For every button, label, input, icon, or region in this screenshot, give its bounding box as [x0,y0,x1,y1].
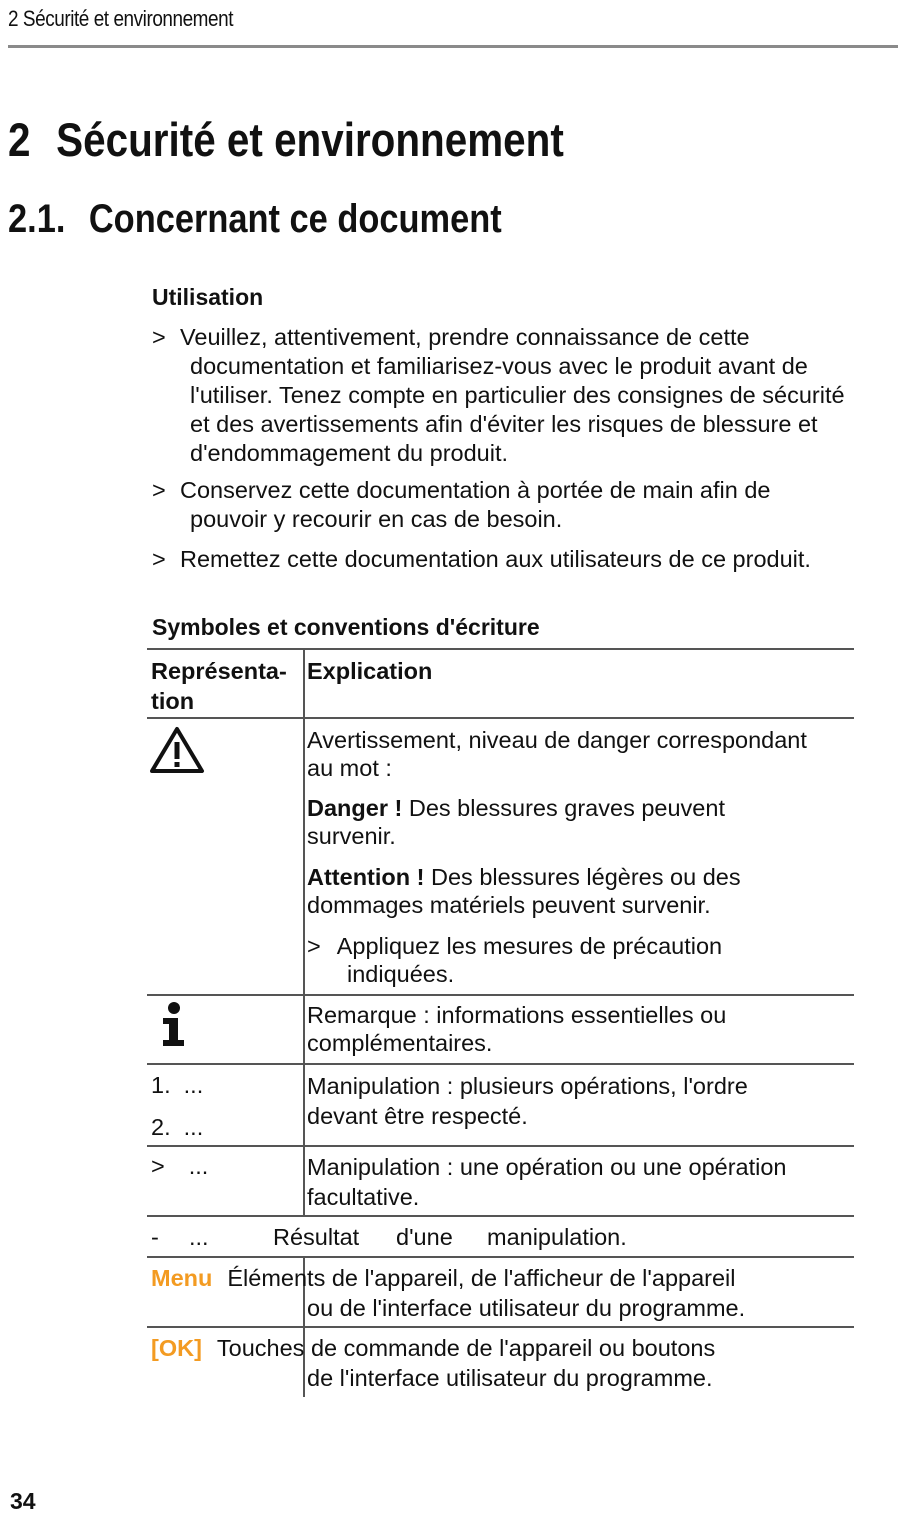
list-item [152,545,898,574]
running-header: 2 Sécurité et environnement [8,6,234,31]
dots: ... [189,1224,209,1250]
header-line: tion [151,688,195,714]
chapter-heading [8,112,564,167]
attention-label: Attention ! [307,864,425,890]
info-icon [158,1001,190,1047]
ok-label: [OK] [151,1335,202,1361]
table-row-divider [147,1145,854,1147]
text-line: indiquées. [347,961,455,987]
warning-triangle-icon [149,725,205,775]
bullet-line: d'endommagement du produit. [190,440,509,466]
list-item [152,323,898,468]
text-line: Manipulation : une opération ou une opération [307,1154,787,1180]
table-row-divider [147,994,854,996]
text-line: Touches de commande de l'appareil ou boutons [216,1335,716,1361]
bullet-line: Remettez cette documentation aux utilisateurs de ce produit. [180,546,811,572]
column-header-representation [151,656,287,716]
table-row-divider [147,1063,854,1065]
column-header-explanation: Explication [307,658,433,684]
bullet-line: l'utiliser. Tenez compte en particulier des consignes de sécurité [190,382,845,408]
result-marker: - [151,1224,159,1250]
section-title: Concernant ce document [88,197,502,241]
danger-label: Danger ! [307,795,403,821]
chapter-title: Sécurité et environnement [56,113,564,166]
text-line: Éléments de l'appareil, de l'afficheur de l'appareil [227,1265,736,1291]
bullet-line: Veuillez, attentivement, prendre connaissance de cette [180,324,750,350]
bullet-line: et des avertissements afin d'éviter les risques de blessure et [190,411,818,437]
bullet-marker: > [152,477,166,503]
text-line: 2. ... [151,1114,204,1140]
single-step-representation [151,1152,208,1180]
text-line: facultative. [307,1184,420,1210]
section-number: 2.1. [8,197,66,241]
step-marker: > [307,933,321,959]
text-line: Manipulation : plusieurs opérations, l'ordre [307,1073,748,1099]
text-line: Des blessures graves peuvent [402,795,725,821]
precaution-step [307,932,722,988]
danger-description [307,794,725,850]
utilisation-heading: Utilisation [152,284,264,310]
text-line: au mot : [307,755,392,781]
single-step-description [307,1152,787,1212]
bullet-line: documentation et familiarisez-vous avec le produit avant de [190,353,808,379]
page-number: 34 [10,1488,36,1514]
text-line: Avertissement, niveau de danger correspondant [307,727,807,753]
text-line: 1. ... [151,1072,204,1098]
text-line: dommages matériels peuvent survenir. [307,892,711,918]
text-line: devant être respecté. [307,1103,528,1129]
step-marker: > [151,1153,165,1179]
bullet-line: Conservez cette documentation à portée de main afin de [180,477,771,503]
ok-row [151,1333,715,1393]
list-item [152,476,898,534]
symbols-heading: Symboles et conventions d'écriture [152,614,540,640]
bullet-marker: > [152,324,166,350]
dots: ... [188,1153,209,1179]
result-word: Résultat [273,1224,360,1250]
header-line: Représenta- [151,658,287,684]
table-column-divider [303,648,305,1216]
result-word: manipulation. [487,1224,627,1250]
numbered-steps-representation [151,1071,203,1141]
text-line: complémentaires. [307,1030,493,1056]
menu-row [151,1263,745,1323]
table-row-divider [147,1326,854,1328]
info-description [307,1001,726,1057]
attention-description [307,863,741,919]
section-heading [8,197,502,242]
table-row-divider [147,1215,854,1217]
bullet-line: pouvoir y recourir en cas de besoin. [190,506,563,532]
result-word: d'une [396,1224,453,1250]
result-row [151,1223,651,1251]
header-divider [8,45,898,48]
chapter-number: 2 [8,113,31,166]
table-row-divider [147,1256,854,1258]
warning-intro [307,726,807,782]
table-row-divider [147,717,854,719]
text-line: de l'interface utilisateur du programme. [307,1365,713,1391]
text-line: Remarque : informations essentielles ou [307,1002,727,1028]
bullet-marker: > [152,546,166,572]
text-line: Appliquez les mesures de précaution [336,933,723,959]
numbered-steps-description [307,1071,748,1131]
table-top-rule [147,648,854,650]
text-line: ou de l'interface utilisateur du programme. [307,1295,746,1321]
text-line: survenir. [307,823,396,849]
text-line: Des blessures légères ou des [424,864,741,890]
menu-label: Menu [151,1265,213,1291]
